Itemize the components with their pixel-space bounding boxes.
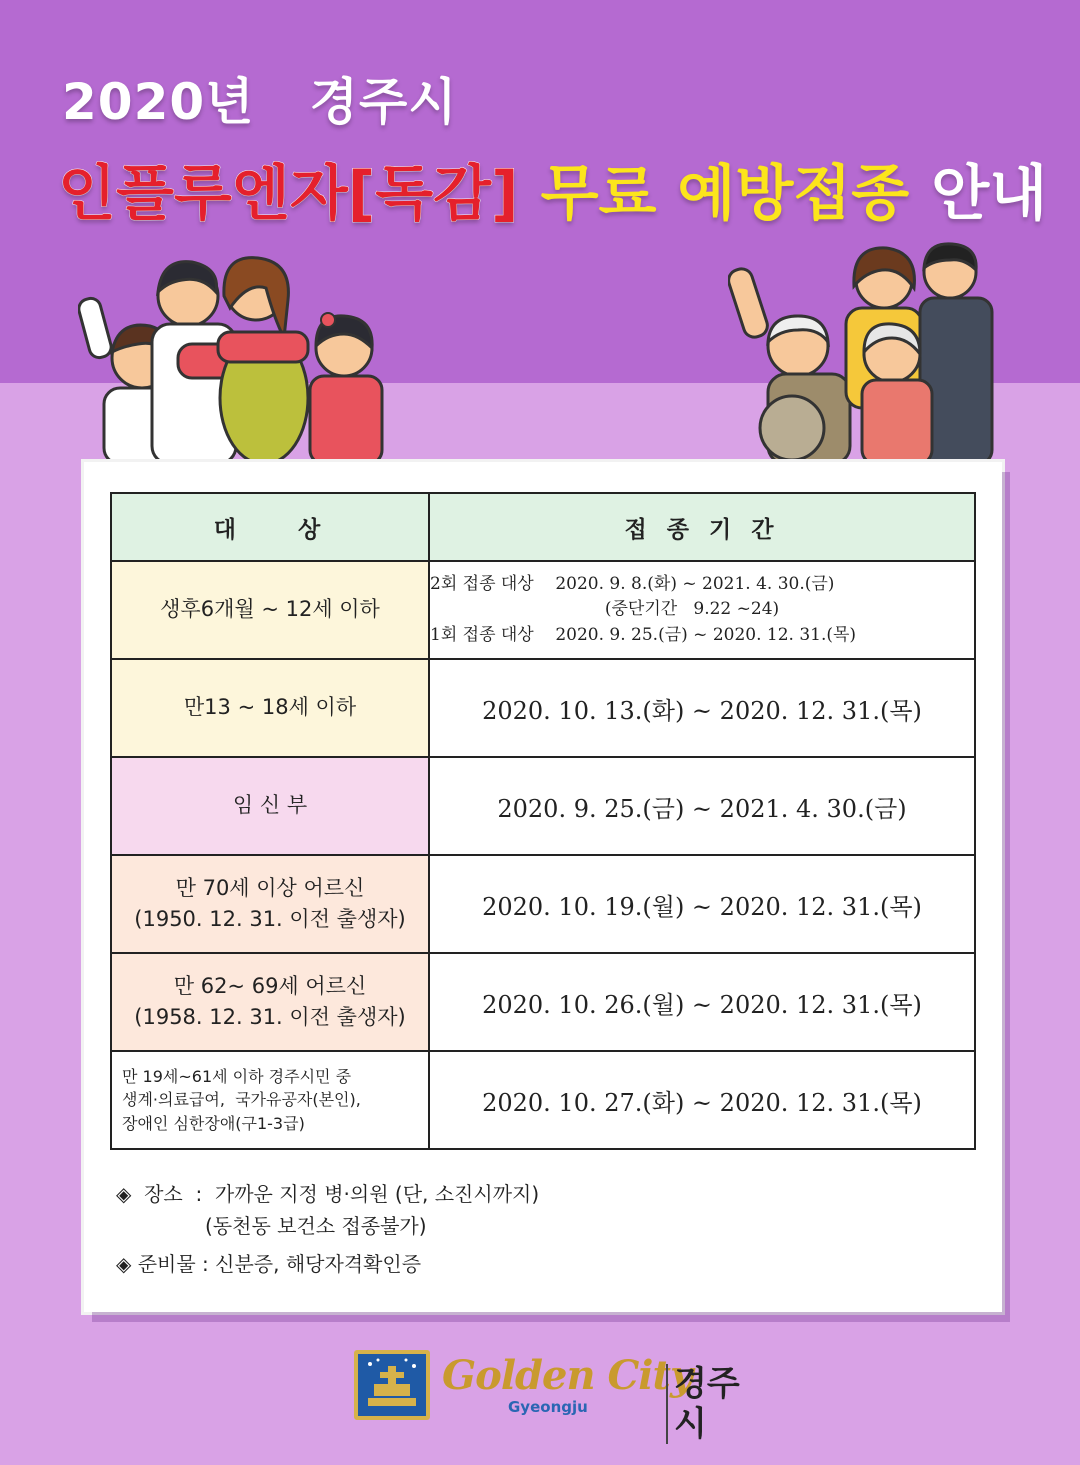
target-cell: 임 신 부	[111, 757, 429, 855]
target-line: 생계·의료급여, 국가유공자(본인),	[122, 1090, 361, 1110]
target-line: (1950. 12. 31. 이전 출생자)	[134, 907, 406, 931]
period-cell: 2020. 9. 25.(금) ~ 2021. 4. 30.(금)	[429, 757, 975, 855]
table-row	[111, 953, 975, 1051]
table-row	[111, 855, 975, 953]
note-preparation: ◈ 준비물 : 신분증, 해당자격확인증	[116, 1252, 422, 1276]
header-period: 접 종 기 간	[429, 493, 975, 561]
title-free-vaccination: 무료 예방접종	[540, 159, 910, 229]
target-cell: 생후6개월 ~ 12세 이하	[111, 561, 429, 659]
logo-city-name: 경주시	[666, 1364, 768, 1444]
header-target: 대 상	[111, 493, 429, 561]
target-cell	[111, 1051, 429, 1149]
elderly-illustration	[728, 238, 1008, 464]
target-line: 장애인 심한장애(구1-3급)	[122, 1113, 305, 1133]
title-year-city: 2020년 경주시	[62, 73, 458, 131]
logo-sub: Gyeongju	[508, 1398, 588, 1416]
period-cell: 2020. 10. 13.(화) ~ 2020. 12. 31.(목)	[429, 659, 975, 757]
target-cell: 만13 ~ 18세 이하	[111, 659, 429, 757]
table-row	[111, 659, 975, 757]
title-guide: 안내	[931, 159, 1048, 229]
note-place: ◈ 장소 : 가까운 지정 병·의원 (단, 소진시까지)	[116, 1182, 540, 1206]
period-cell: 2020. 10. 19.(월) ~ 2020. 12. 31.(목)	[429, 855, 975, 953]
period-line: (중단기간 9.22 ~24)	[604, 599, 780, 620]
period-line: 1회 접종 대상 2020. 9. 25.(금) ~ 2020. 12. 31.(목)	[430, 624, 857, 645]
table-row	[111, 561, 975, 659]
period-cell: 2020. 10. 26.(월) ~ 2020. 12. 31.(목)	[429, 953, 975, 1051]
target-cell	[111, 953, 429, 1051]
target-line: (1958. 12. 31. 이전 출생자)	[134, 1005, 406, 1029]
info-card	[84, 462, 1002, 1312]
title-main	[58, 146, 1069, 232]
family-illustration	[78, 248, 398, 464]
gyeongju-logo	[348, 1346, 768, 1444]
table-row	[111, 1051, 975, 1149]
period-line: 2회 접종 대상 2020. 9. 8.(화) ~ 2021. 4. 30.(금)	[430, 573, 835, 594]
target-line: 만 19세~61세 이하 경주시민 중	[122, 1067, 352, 1087]
target-cell	[111, 855, 429, 953]
logo-brand: Golden City	[442, 1352, 693, 1399]
target-line: 만 70세 이상 어르신	[175, 875, 365, 900]
period-cell	[429, 561, 975, 659]
period-cell: 2020. 10. 27.(화) ~ 2020. 12. 31.(목)	[429, 1051, 975, 1149]
title-flu: 인플루엔자[독감]	[58, 159, 519, 229]
table-row	[111, 757, 975, 855]
target-line: 만 62~ 69세 어르신	[173, 973, 367, 998]
note-place-detail: (동천동 보건소 접종불가)	[116, 1214, 427, 1238]
notes	[116, 1178, 539, 1280]
vaccination-schedule-table	[110, 492, 976, 1150]
city-emblem-icon	[354, 1350, 430, 1420]
table-header-row	[111, 493, 975, 561]
